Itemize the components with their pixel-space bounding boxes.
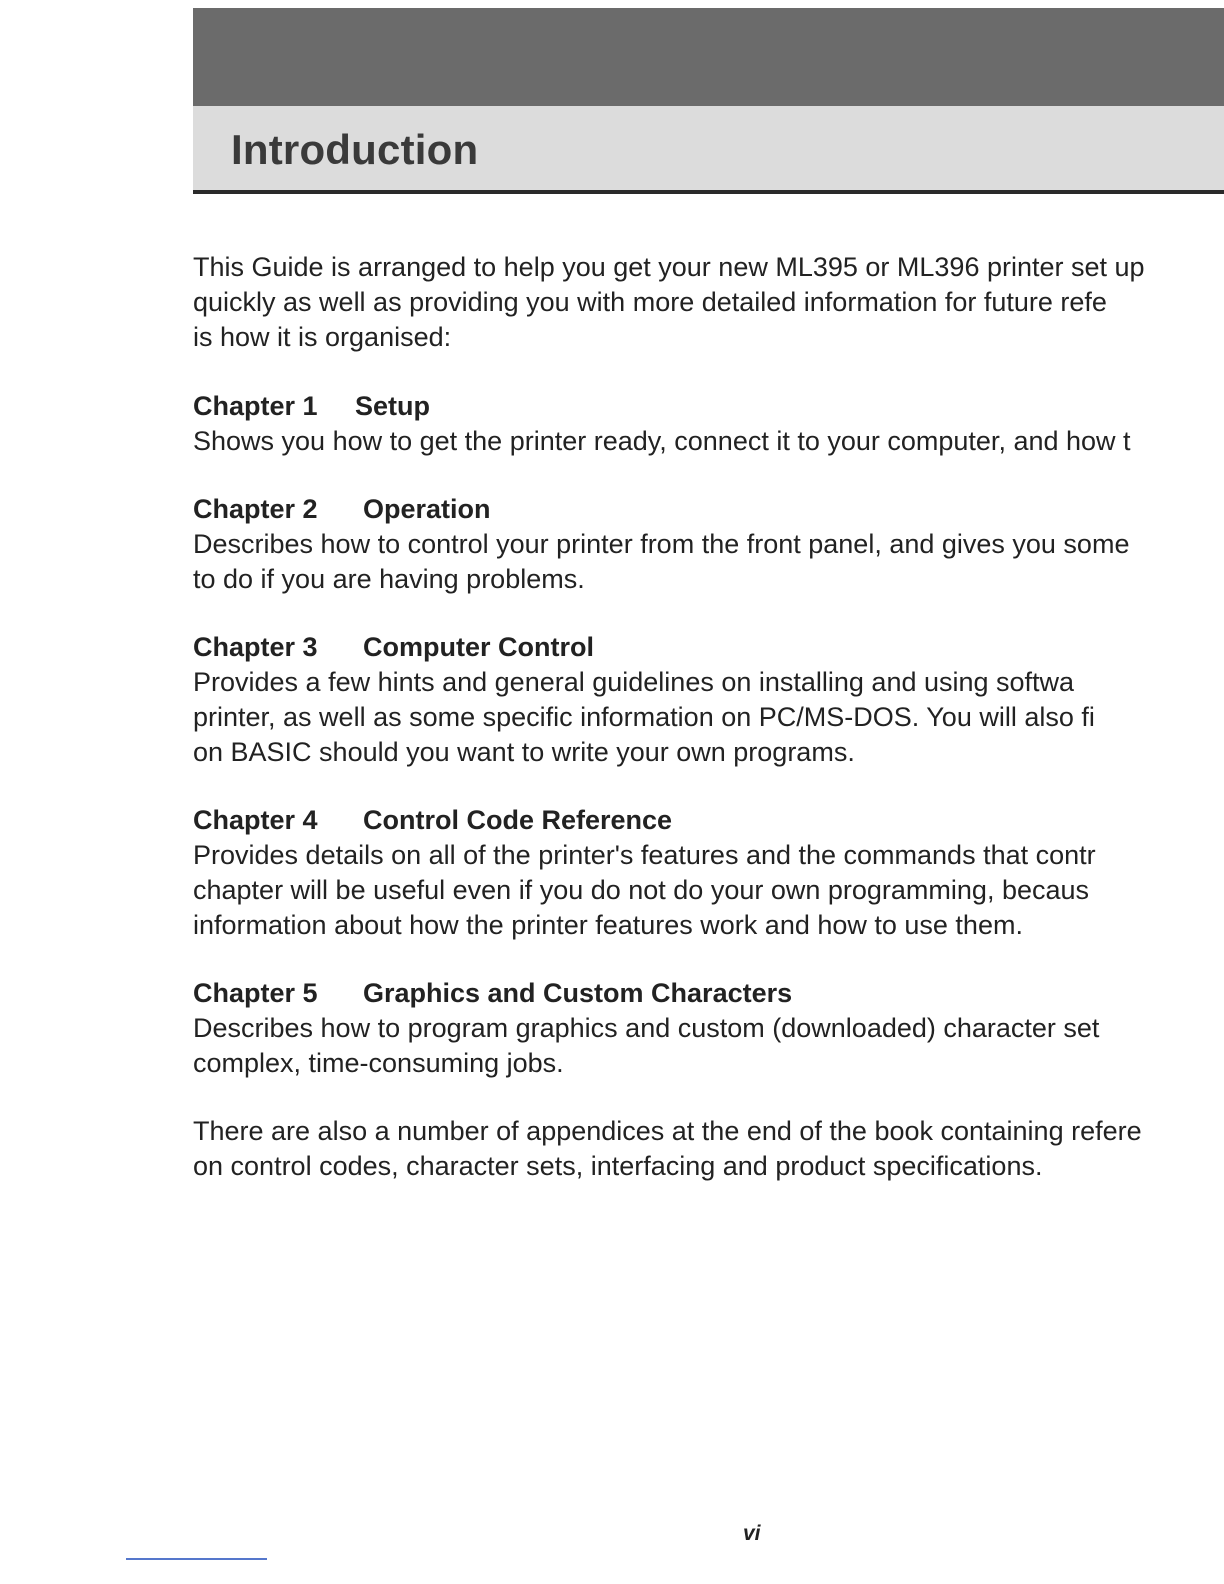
chapter-description-line: Shows you how to get the printer ready, connect it to your computer, and how t — [193, 426, 1131, 456]
chapter-description-line: on BASIC should you want to write your own programs. — [193, 737, 855, 767]
chapter-title: Setup — [355, 391, 431, 421]
page-title: Introduction — [231, 126, 479, 173]
chapter-heading — [193, 976, 1224, 1011]
chapter-description-line: Provides details on all of the printer's features and the commands that contr — [193, 840, 1096, 870]
page-number: vi — [743, 1522, 761, 1545]
chapter-number: Chapter 1 — [193, 391, 318, 421]
chapter-title: Computer Control — [363, 632, 594, 662]
banner-rule — [193, 190, 1224, 194]
chapter-description-line: to do if you are having problems. — [193, 564, 585, 594]
chapter-heading — [193, 630, 1224, 665]
chapter-heading — [193, 803, 1224, 838]
chapter-description-line: printer, as well as some specific information on PC/MS-DOS. You will also fi — [193, 702, 1095, 732]
chapter-number: Chapter 2 — [193, 494, 318, 524]
chapter-description-line: complex, time-consuming jobs. — [193, 1048, 564, 1078]
chapter-banner — [193, 8, 1224, 196]
chapter-description-line: Provides a few hints and general guidelines on installing and using softwa — [193, 667, 1075, 697]
intro-line: This Guide is arranged to help you get your new ML395 or ML396 printer set up — [193, 252, 1145, 282]
chapter-title: Control Code Reference — [363, 805, 673, 835]
intro-line: quickly as well as providing you with more detailed information for future refe — [193, 287, 1107, 317]
corner-rule — [126, 1558, 267, 1560]
closing-line: There are also a number of appendices at the end of the book containing refere — [193, 1116, 1142, 1146]
chapter-title: Operation — [363, 494, 491, 524]
closing-line: on control codes, character sets, interfacing and product specifications. — [193, 1151, 1043, 1181]
banner-dark-band — [193, 8, 1224, 106]
chapter-description-line: chapter will be useful even if you do not do your own programming, becaus — [193, 875, 1090, 905]
intro-line: is how it is organised: — [193, 322, 452, 352]
chapter-2-section — [193, 492, 1224, 597]
chapter-4-section — [193, 803, 1224, 943]
chapter-number: Chapter 5 — [193, 978, 318, 1008]
closing-paragraph — [193, 1114, 1224, 1184]
chapter-description-line: Describes how to program graphics and custom (downloaded) character set — [193, 1013, 1100, 1043]
chapter-1-section — [193, 389, 1224, 459]
chapter-description-line: Describes how to control your printer from the front panel, and gives you some — [193, 529, 1130, 559]
chapter-heading — [193, 492, 1224, 527]
chapter-heading — [193, 389, 1224, 424]
page-body — [193, 250, 1224, 1184]
chapter-number: Chapter 4 — [193, 805, 318, 835]
chapter-3-section — [193, 630, 1224, 770]
chapter-description-line: information about how the printer features work and how to use them. — [193, 910, 1023, 940]
chapter-5-section — [193, 976, 1224, 1081]
chapter-number: Chapter 3 — [193, 632, 318, 662]
intro-paragraph — [193, 250, 1224, 355]
chapter-title: Graphics and Custom Characters — [363, 978, 793, 1008]
